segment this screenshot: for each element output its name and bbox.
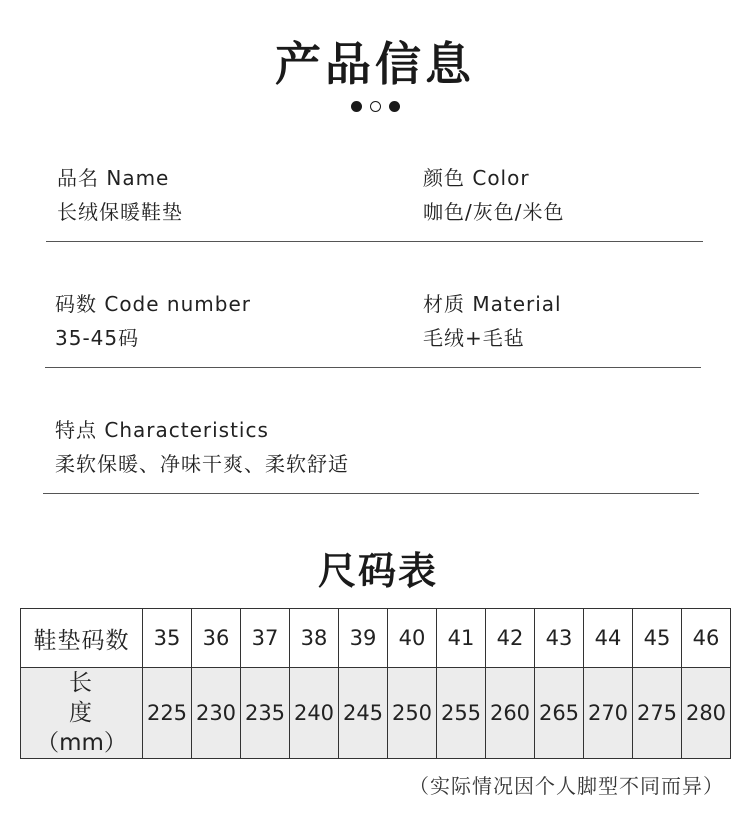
- size-cell: 41: [437, 609, 486, 668]
- size-cell: 36: [192, 609, 241, 668]
- size-cell: 43: [535, 609, 584, 668]
- divider: [43, 493, 699, 494]
- length-cell: 255: [437, 668, 486, 759]
- field-code-value: 35-45码: [55, 326, 140, 350]
- table-row-lengths: [21, 668, 731, 759]
- row-header-lengths-unit: （mm）: [36, 730, 127, 756]
- field-color-label: 颜色 Color: [423, 166, 530, 190]
- field-color: [423, 162, 564, 225]
- size-chart-title: 尺码表: [317, 549, 438, 593]
- size-cell: 37: [241, 609, 290, 668]
- length-cell: 230: [192, 668, 241, 759]
- field-name-value: 长绒保暖鞋垫: [57, 200, 183, 224]
- field-name: [57, 162, 183, 225]
- dot-icon: [389, 101, 400, 112]
- field-material-label: 材质 Material: [423, 292, 562, 316]
- size-cell: 42: [486, 609, 535, 668]
- length-cell: 245: [339, 668, 388, 759]
- row-header-sizes: 鞋垫码数: [21, 609, 143, 668]
- divider: [45, 367, 701, 368]
- length-cell: 250: [388, 668, 437, 759]
- size-cell: 39: [339, 609, 388, 668]
- length-cell: 240: [290, 668, 339, 759]
- field-features-label: 特点 Characteristics: [55, 418, 269, 442]
- dot-icon: [370, 101, 381, 112]
- row-header-lengths-label: 长 度: [69, 670, 116, 726]
- size-cell: 35: [143, 609, 192, 668]
- size-cell: 38: [290, 609, 339, 668]
- length-cell: 270: [584, 668, 633, 759]
- size-cell: 45: [633, 609, 682, 668]
- length-cell: 225: [143, 668, 192, 759]
- length-cell: 265: [535, 668, 584, 759]
- size-cell: 40: [388, 609, 437, 668]
- decorative-dots: [0, 101, 750, 112]
- field-features: [55, 414, 349, 477]
- divider: [46, 241, 703, 242]
- field-material-value: 毛绒+毛毡: [423, 326, 525, 350]
- field-features-value: 柔软保暖、净味干爽、柔软舒适: [55, 452, 349, 476]
- field-code-label: 码数 Code number: [55, 292, 251, 316]
- size-table: [20, 608, 731, 759]
- table-row-sizes: [21, 609, 731, 668]
- size-cell: 44: [584, 609, 633, 668]
- length-cell: 235: [241, 668, 290, 759]
- footnote: （实际情况因个人脚型不同而异）: [409, 774, 724, 798]
- field-code: [55, 288, 251, 351]
- length-cell: 280: [682, 668, 731, 759]
- field-name-label: 品名 Name: [57, 166, 170, 190]
- row-header-lengths: [21, 668, 143, 759]
- page-title: 产品信息: [275, 37, 475, 91]
- length-cell: 260: [486, 668, 535, 759]
- field-color-value: 咖色/灰色/米色: [423, 200, 565, 224]
- dot-icon: [351, 101, 362, 112]
- length-cell: 275: [633, 668, 682, 759]
- size-cell: 46: [682, 609, 731, 668]
- field-material: [423, 288, 562, 351]
